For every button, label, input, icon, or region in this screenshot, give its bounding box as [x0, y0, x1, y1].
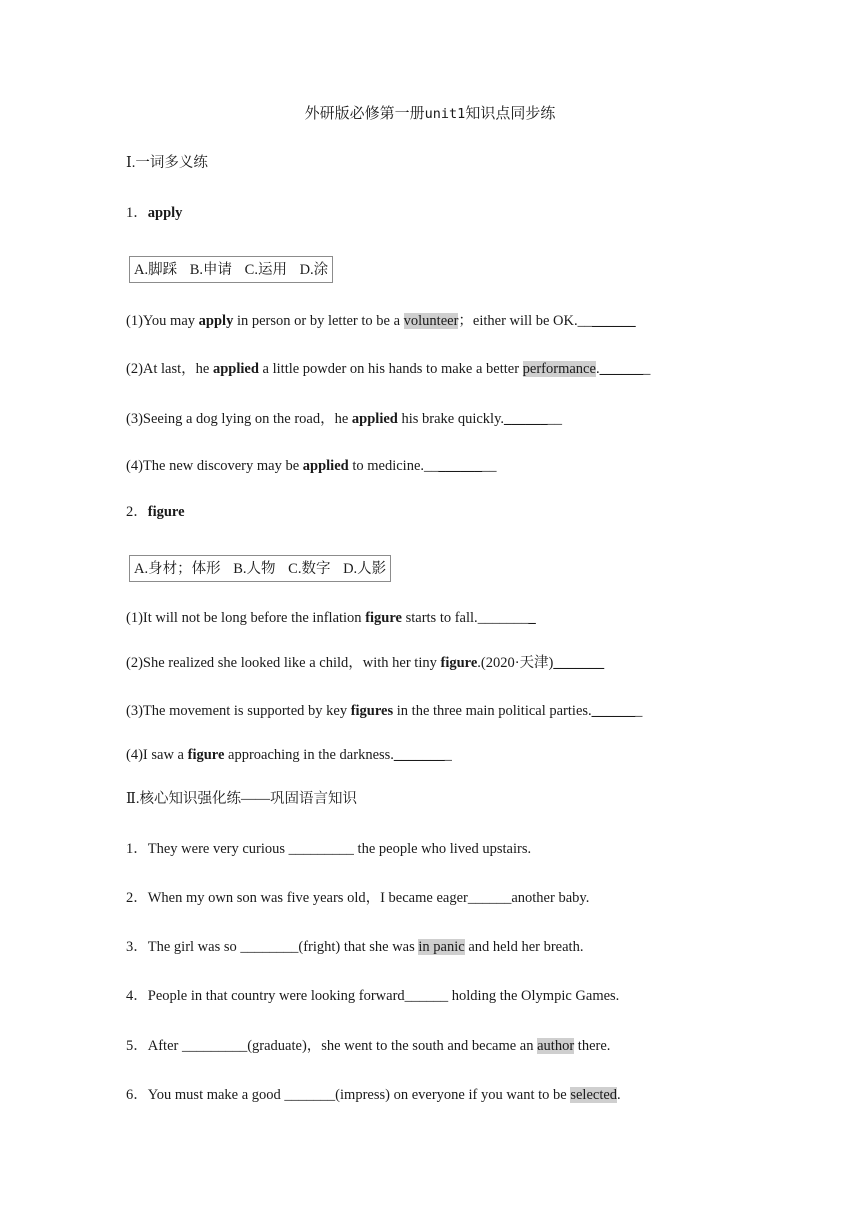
option: C.运用	[244, 262, 287, 278]
question-item: (1)It will not be long before the inflation figure starts to fall.________	[126, 610, 536, 626]
option: D.人影	[343, 561, 387, 577]
word-heading-figure: 2．figure	[126, 504, 185, 520]
option: C.数字	[288, 561, 331, 577]
exercise-item: 1．They were very curious _________ the people who lived upstairs.	[126, 841, 532, 857]
exercise-item: 2．When my own son was five years old，I became eager______another baby.	[126, 890, 590, 906]
option: B.申请	[189, 262, 233, 278]
option: A.脚踩	[134, 262, 178, 278]
section-heading-2: Ⅱ.核心知识强化练——巩固语言知识	[126, 791, 357, 807]
question-item: (4)I saw a figure approaching in the darkness.________	[126, 747, 452, 763]
question-item: (2)At last，he applied a little powder on his hands to make a better performance._______	[126, 361, 651, 377]
question-item: (1)You may apply in person or by letter to be a volunteer；either will be OK.________	[126, 313, 636, 329]
option: B.人物	[233, 561, 276, 577]
exercise-item: 6．You must make a good _______(impress) on everyone if you want to be selected.	[126, 1087, 621, 1103]
exercise-item: 4．People in that country were looking forward______ holding the Olympic Games.	[126, 988, 620, 1004]
exercise-item: 5．After _________(graduate)，she went to the south and became an author there.	[126, 1038, 611, 1054]
word-heading-apply: 1．apply	[126, 205, 183, 221]
option: D.涂	[299, 262, 329, 278]
options-box-figure	[129, 555, 391, 582]
options-box-apply	[129, 256, 333, 283]
option: A.身材；体形	[134, 561, 221, 577]
question-item: (3)The movement is supported by key figures in the three main political parties._______	[126, 703, 643, 719]
question-item: (3)Seeing a dog lying on the road，he applied his brake quickly.________	[126, 411, 563, 427]
question-item: (2)She realized she looked like a child，with her tiny figure.(2020·天津)_______	[126, 655, 605, 671]
question-item: (4)The new discovery may be applied to medicine.__________	[126, 458, 497, 474]
section-heading-1: Ⅰ.一词多义练	[126, 155, 208, 171]
exercise-item: 3．The girl was so ________(fright) that she was in panic and held her breath.	[126, 939, 584, 955]
page-title: 外研版必修第一册unit1知识点同步练	[304, 106, 556, 122]
